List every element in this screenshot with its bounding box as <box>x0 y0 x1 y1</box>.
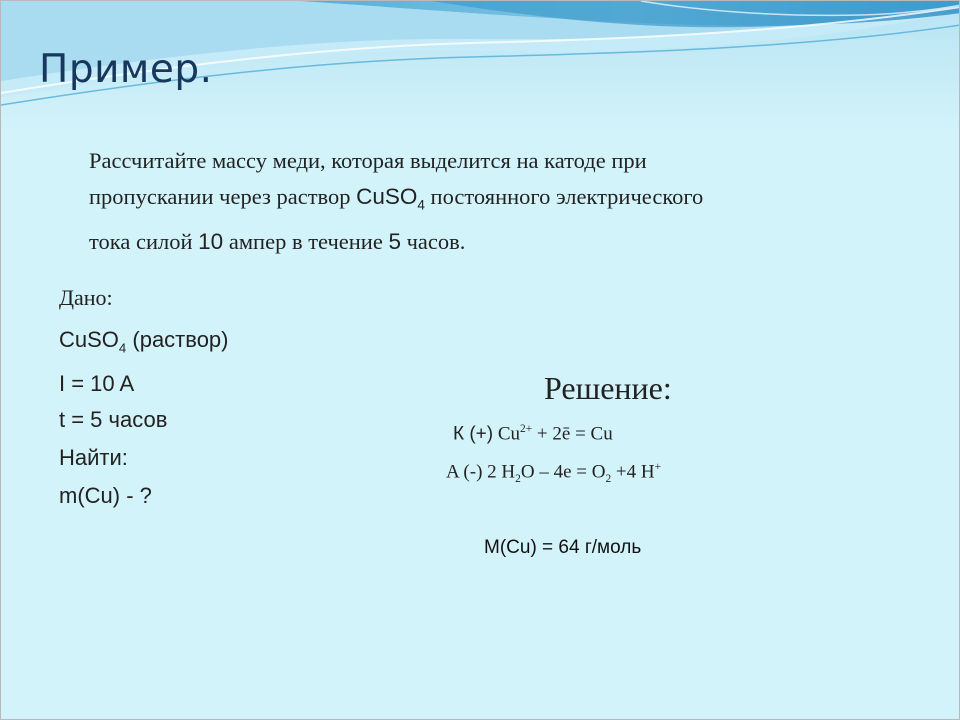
given-current: I = 10 A <box>59 371 135 396</box>
find-heading: Найти: <box>59 445 128 470</box>
anode-equation: A (-) 2 $H_2O - 4e = O_2 +4$ H+ <box>446 461 662 486</box>
find-unknown: m(Cu) - ? <box>59 483 152 508</box>
problem-line-3: тока силой 10 ампер в течение 5 часов. <box>89 228 466 254</box>
given-solution: CuSO$_4$ (раствор) <box>59 327 229 356</box>
slide-title: Пример. <box>39 47 213 92</box>
problem-line-2: пропускании через раствор CuSO$_4$ постоянного электрического <box>89 184 704 213</box>
problem-line-1: Рассчитайте массу меди, которая выделится на катоде при <box>89 148 647 173</box>
problem-statement <box>89 143 889 260</box>
given-time: t = 5 часов <box>59 407 168 432</box>
molar-mass: M(Cu) = 64 г/моль <box>484 537 642 558</box>
given-heading: Дано: <box>59 285 113 310</box>
cathode-equation: К (+) $Cu^{2+}$ + 2ē = Cu <box>453 423 613 445</box>
solution-heading: Решение: <box>544 370 672 406</box>
